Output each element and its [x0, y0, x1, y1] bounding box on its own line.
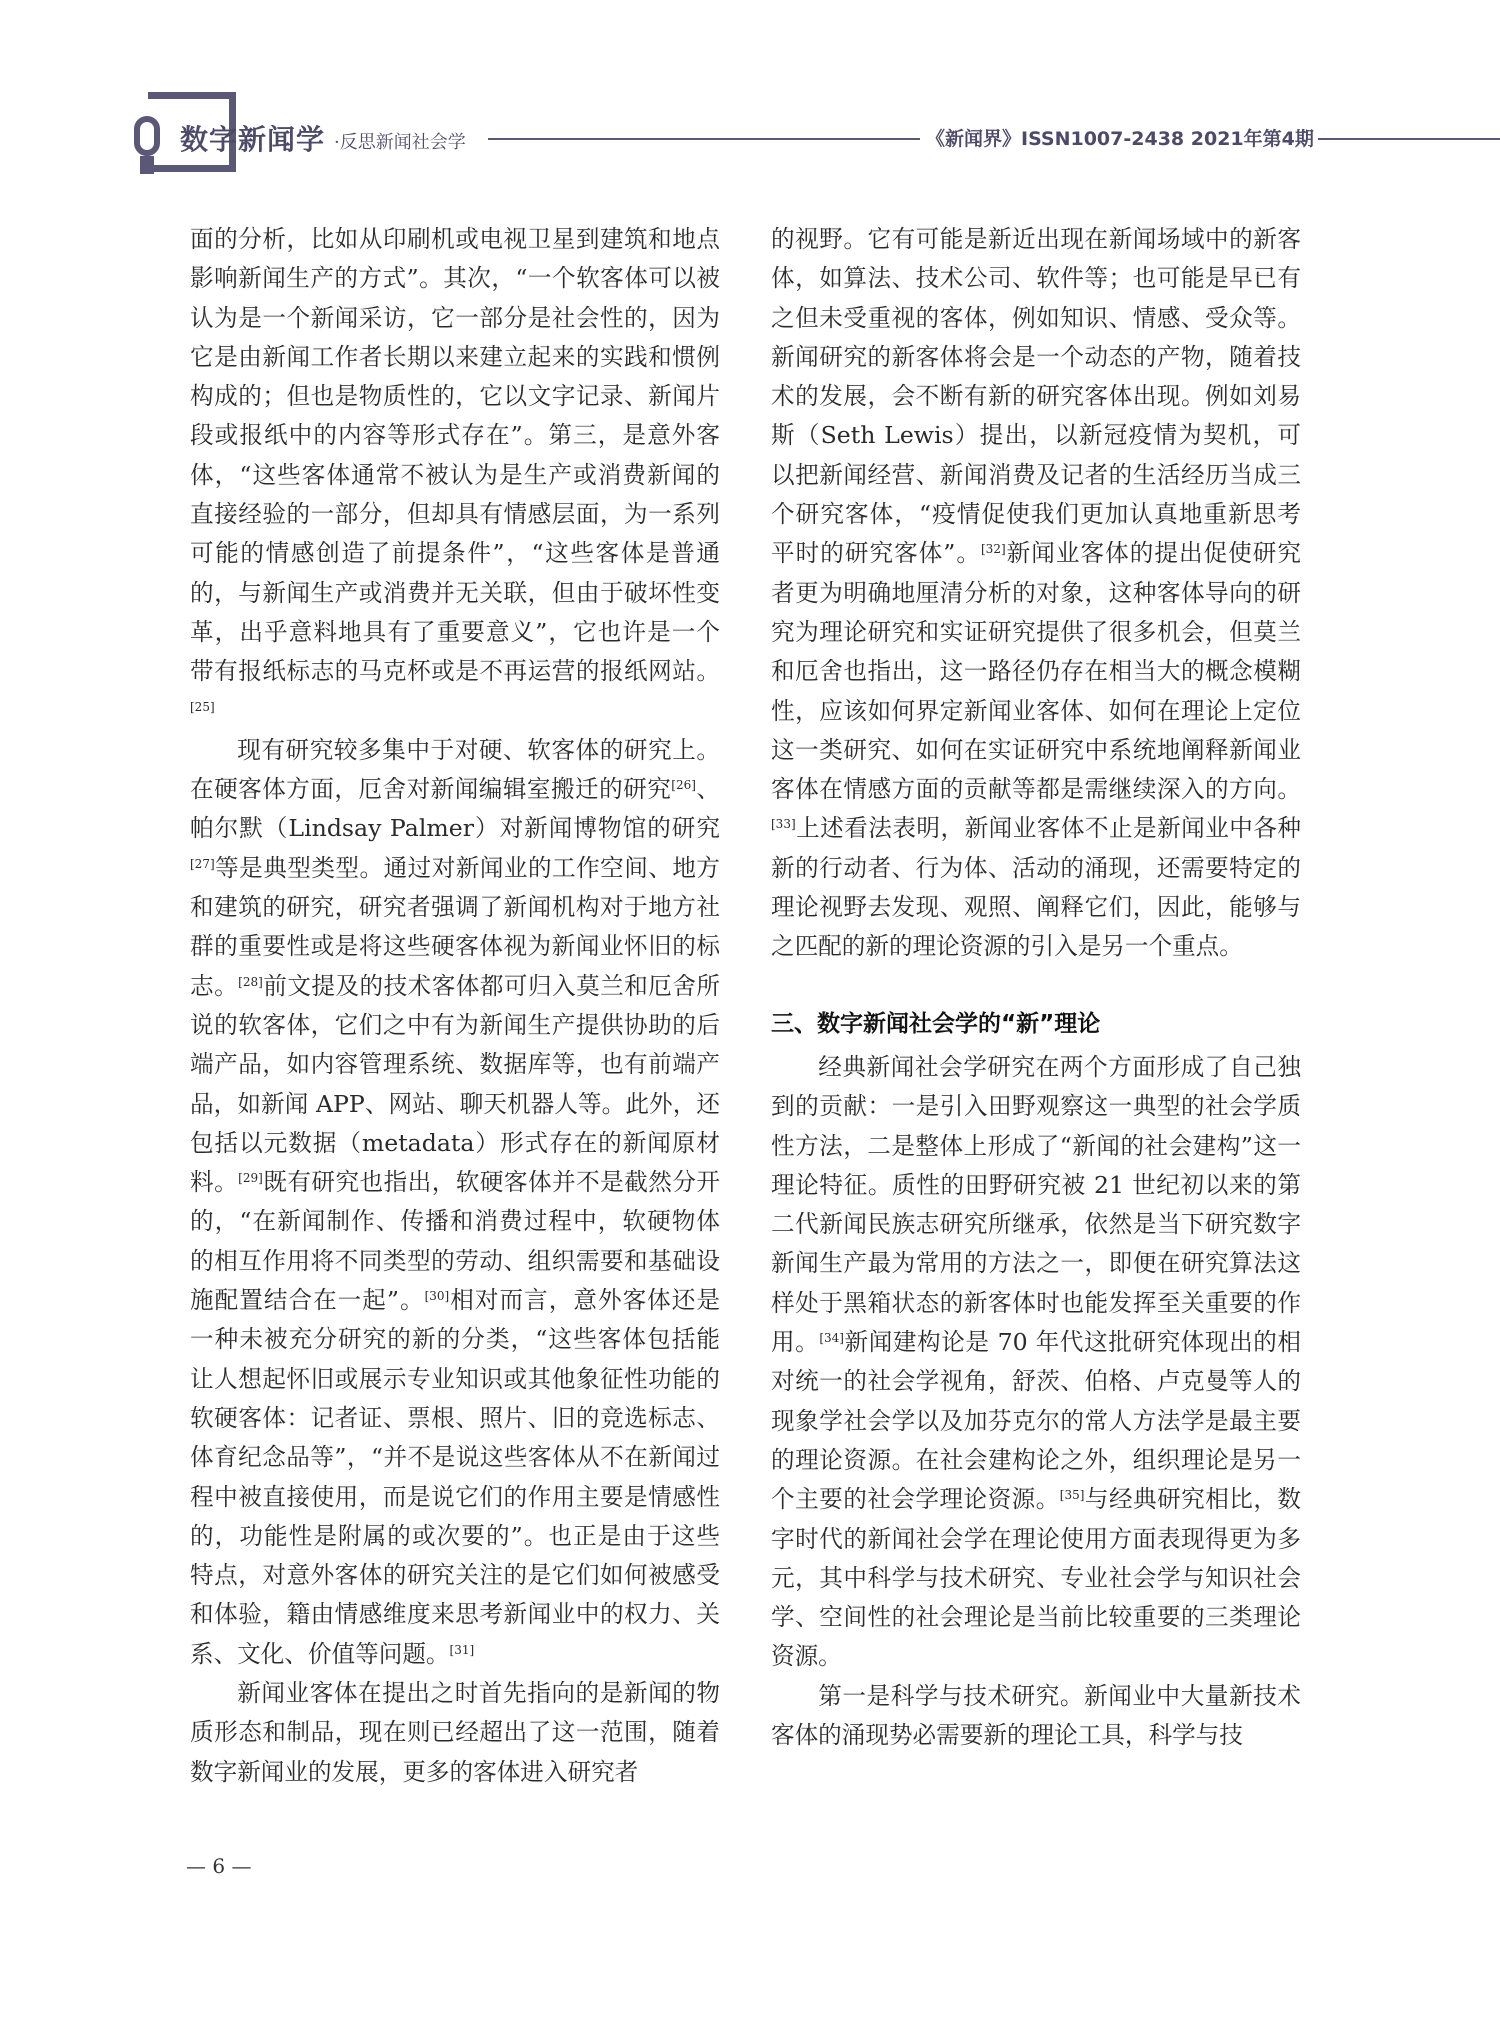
citation-ref: [35]	[1059, 1488, 1085, 1503]
citation-ref: [29]	[238, 1171, 263, 1186]
citation-ref: [26]	[671, 778, 696, 793]
citation-ref: [27]	[190, 856, 215, 871]
paragraph: 现有研究较多集中于对硬、软客体的研究上。在硬客体方面，厄舍对新闻编辑室搬迁的研究[26]、帕尔默（Lindsay Palmer）对新闻博物馆的研究[27]等是典型类型。通过对新闻业的工作空间、地方和建筑的研究，研究者强调了新闻机构对于地方社群的重要性或是将这些硬客体视为新闻业怀旧的标志。[28]前文提及的技术客体都可归入莫兰和厄舍所说的软客体，它们之中有为新闻生产提供协助的后端产品，如内容管理系统、数据库等，也有前端产品，如新闻 APP、网站、聊天机器人等。此外，还包括以元数据（metadata）形式存在的新闻原材料。[29]既有研究也指出，软硬客体并不是截然分开的，“在新闻制作、传播和消费过程中，软硬物体的相互作用将不同类型的劳动、组织需要和基础设施配置结合在一起”。[30]相对而言，意外客体还是一种未被充分研究的新的分类，“这些客体包括能让人想起怀旧或展示专业知识或其他象征性功能的软硬客体：记者证、票根、照片、旧的竞选标志、体育纪念品等”，“并不是说这些客体从不在新闻过程中被直接使用，而是说它们的作用主要是情感性的，功能性是附属的或次要的”。也正是由于这些特点，对意外客体的研究关注的是它们如何被感受和体验，籍由情感维度来思考新闻业中的权力、关系、文化、价值等问题。[31]	[190, 735, 721, 1668]
paragraph: 经典新闻社会学研究在两个方面形成了自己独到的贡献：一是引入田野观察这一典型的社会学质性方法，二是整体上形成了“新闻的社会建构”这一理论特征。质性的田野研究被 21 世纪初以来的第二代新闻民族志研究所继承，依然是当下研究数字新闻生产最为常用的方法之一，即便在研究算法这样处于黑箱状态的新客体时也能发挥至关重要的作用。[34]新闻建构论是 70 年代这批研究体现出的相对统一的社会学视角，舒茨、伯格、卢克曼等人的现象学社会学以及加芬克尔的常人方法学是最主要的理论资源。在社会建构论之外，组织理论是另一个主要的社会学理论资源。[35]与经典研究相比，数字时代的新闻社会学在理论使用方面表现得更为多元，其中科学与技术研究、专业社会学与知识社会学、空间性的社会理论是当前比较重要的三类理论资源。	[771, 1052, 1302, 1671]
citation-ref: [33]	[771, 817, 796, 832]
citation-ref: [30]	[424, 1289, 450, 1304]
paragraph: 新闻业客体在提出之时首先指向的是新闻的物质形态和制品，现在则已经超出了这一范围，随着数字新闻业的发展，更多的客体进入研究者	[190, 1678, 720, 1786]
right-column	[771, 220, 1301, 1755]
paragraph: 面的分析，比如从印刷机或电视卫星到建筑和地点影响新闻生产的方式”。其次，“一个软客体可以被认为是一个新闻采访，它一部分是社会性的，因为它是由新闻工作者长期以来建立起来的实践和惯例构成的；但也是物质性的，它以文字记录、新闻片段或报纸中的内容等形式存在”。第三，是意外客体，“这些客体通常不被认为是生产或消费新闻的直接经验的一部分，但却具有情感层面，为一系列可能的情感创造了前提条件”，“这些客体是普通的，与新闻生产或消费并无关联，但由于破坏性变革，出乎意料地具有了重要意义”，它也许是一个带有报纸标志的马克杯或是不再运营的报纸网站。[25]	[190, 225, 720, 714]
citation-ref: [31]	[449, 1642, 475, 1657]
journal-title: 数字新闻学	[180, 123, 326, 156]
issue-info: 《新闻界》ISSN1007-2438 2021年第4期	[926, 128, 1314, 150]
section-heading: 三、数字新闻社会学的“新”理论	[771, 1010, 1101, 1037]
microphone-icon	[134, 116, 160, 156]
paragraph: 第一是科学与技术研究。新闻业中大量新技术客体的涌现势必需要新的理论工具，科学与技	[771, 1681, 1301, 1749]
microphone-stand-icon	[140, 156, 154, 174]
header-rule-right	[1318, 138, 1500, 140]
left-column	[190, 220, 720, 1792]
paragraph: 的视野。它有可能是新近出现在新闻场域中的新客体，如算法、技术公司、软件等；也可能是早已有之但未受重视的客体，例如知识、情感、受众等。新闻研究的新客体将会是一个动态的产物，随着技术的发展，会不断有新的研究客体出现。例如刘易斯（Seth Lewis）提出，以新冠疫情为契机，可以把新闻经营、新闻消费及记者的生活经历当成三个研究客体，“疫情促使我们更加认真地重新思考平时的研究客体”。[32]新闻业客体的提出促使研究者更为明确地厘清分析的对象，这种客体导向的研究为理论研究和实证研究提供了很多机会，但莫兰和厄舍也指出，这一路径仍存在相当大的概念模糊性，应该如何界定新闻业客体、如何在理论上定位这一类研究、如何在实证研究中系统地阐释新闻业客体在情感方面的贡献等都是需继续深入的方向。[33]上述看法表明，新闻业客体不止是新闻业中各种新的行动者、行为体、活动的涌现，还需要特定的理论视野去发现、观照、阐释它们，因此，能够与之匹配的新的理论资源的引入是另一个重点。	[771, 225, 1302, 961]
citation-ref: [32]	[981, 542, 1006, 557]
page-number: — 6 —	[186, 1854, 252, 1878]
header-rule-left	[488, 138, 920, 140]
journal-subtitle: ·反思新闻社会学	[334, 132, 466, 153]
journal-logo-frame-bottom	[148, 165, 236, 172]
citation-ref: [34]	[819, 1331, 844, 1346]
citation-ref: [28]	[238, 974, 263, 989]
citation-ref: [25]	[190, 699, 215, 714]
page-header	[0, 0, 1500, 200]
